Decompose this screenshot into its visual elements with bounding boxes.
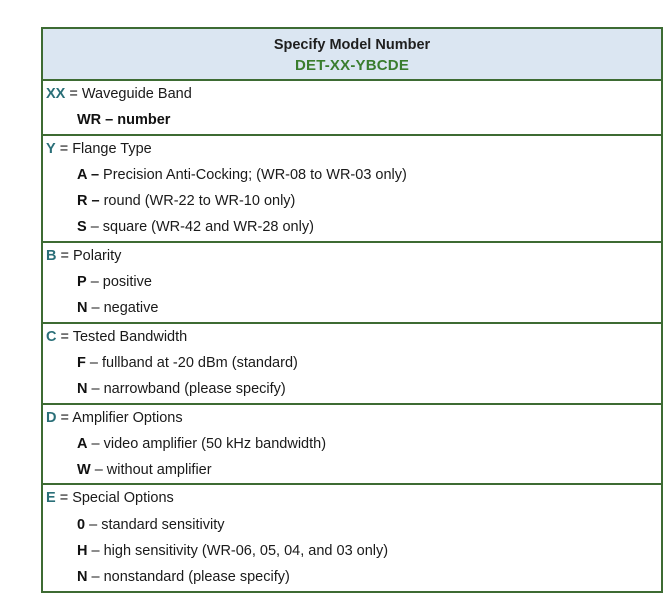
option-row [43,188,661,214]
option-code: R – [77,193,100,210]
option-code: P [77,274,87,291]
section-code: XX [46,86,66,102]
section-waveguide-band [43,81,661,136]
option-text: – high sensitivity (WR-06, 05, 04, and 03 only) [87,543,389,560]
option-code: F [77,354,86,371]
option-text: – square (WR-42 and WR-28 only) [86,219,314,236]
option-text: – without amplifier [90,462,212,479]
option-row [43,512,661,538]
option-row [43,564,661,590]
section-heading [43,485,661,511]
option-code: 0 [77,516,86,533]
section-heading [43,405,661,431]
model-number-table [41,27,663,593]
table-header [43,29,661,81]
option-row [43,162,661,188]
option-row [43,350,661,376]
option-row [43,269,661,295]
section-label: = Waveguide Band [65,86,192,102]
option-code: S [77,219,87,236]
section-tested-bandwidth [43,324,661,405]
option-code: N [77,300,88,317]
option-code: W [77,462,91,479]
section-code: C [46,328,57,345]
section-flange-type [43,136,661,243]
section-label: = Flange Type [55,140,152,157]
option-row [43,376,661,402]
option-code: A – [77,166,100,183]
section-amplifier-options [43,405,661,486]
option-row [43,457,661,483]
option-code: A [77,435,88,452]
section-special-options [43,485,661,590]
option-text: – standard sensitivity [85,516,225,533]
option-text: round (WR-22 to WR-10 only) [99,193,296,210]
section-heading [43,324,661,350]
option-text: – positive [86,274,152,291]
section-heading [43,136,661,162]
section-code: E [46,490,56,507]
option-text: – negative [87,300,159,317]
section-heading [43,81,661,107]
section-code: D [46,409,57,426]
section-label: = Polarity [56,247,122,264]
section-label: = Amplifier Options [56,409,183,426]
section-polarity [43,243,661,324]
section-code: Y [46,140,56,157]
option-code: N [77,381,88,398]
option-code: H [77,543,88,560]
section-label: = Tested Bandwidth [56,328,188,345]
option-code: WR – number [77,112,171,129]
section-label: = Special Options [55,490,174,507]
option-row [43,538,661,564]
option-row [43,295,661,321]
option-text: – fullband at -20 dBm (standard) [85,354,298,371]
option-text: – video amplifier (50 kHz bandwidth) [87,435,327,452]
section-heading [43,243,661,269]
option-code: N [77,569,88,586]
option-text: – narrowband (please specify) [87,381,286,398]
option-row [43,431,661,457]
option-text: – nonstandard (please specify) [87,569,290,586]
option-row [43,214,661,240]
section-code: B [46,247,57,264]
option-text: Precision Anti-Cocking; (WR-08 to WR-03 only) [99,166,407,183]
header-title: Specify Model Number [273,37,431,53]
option-row [43,107,661,133]
model-number-pattern: DET-XX-YBCDE [294,57,410,74]
